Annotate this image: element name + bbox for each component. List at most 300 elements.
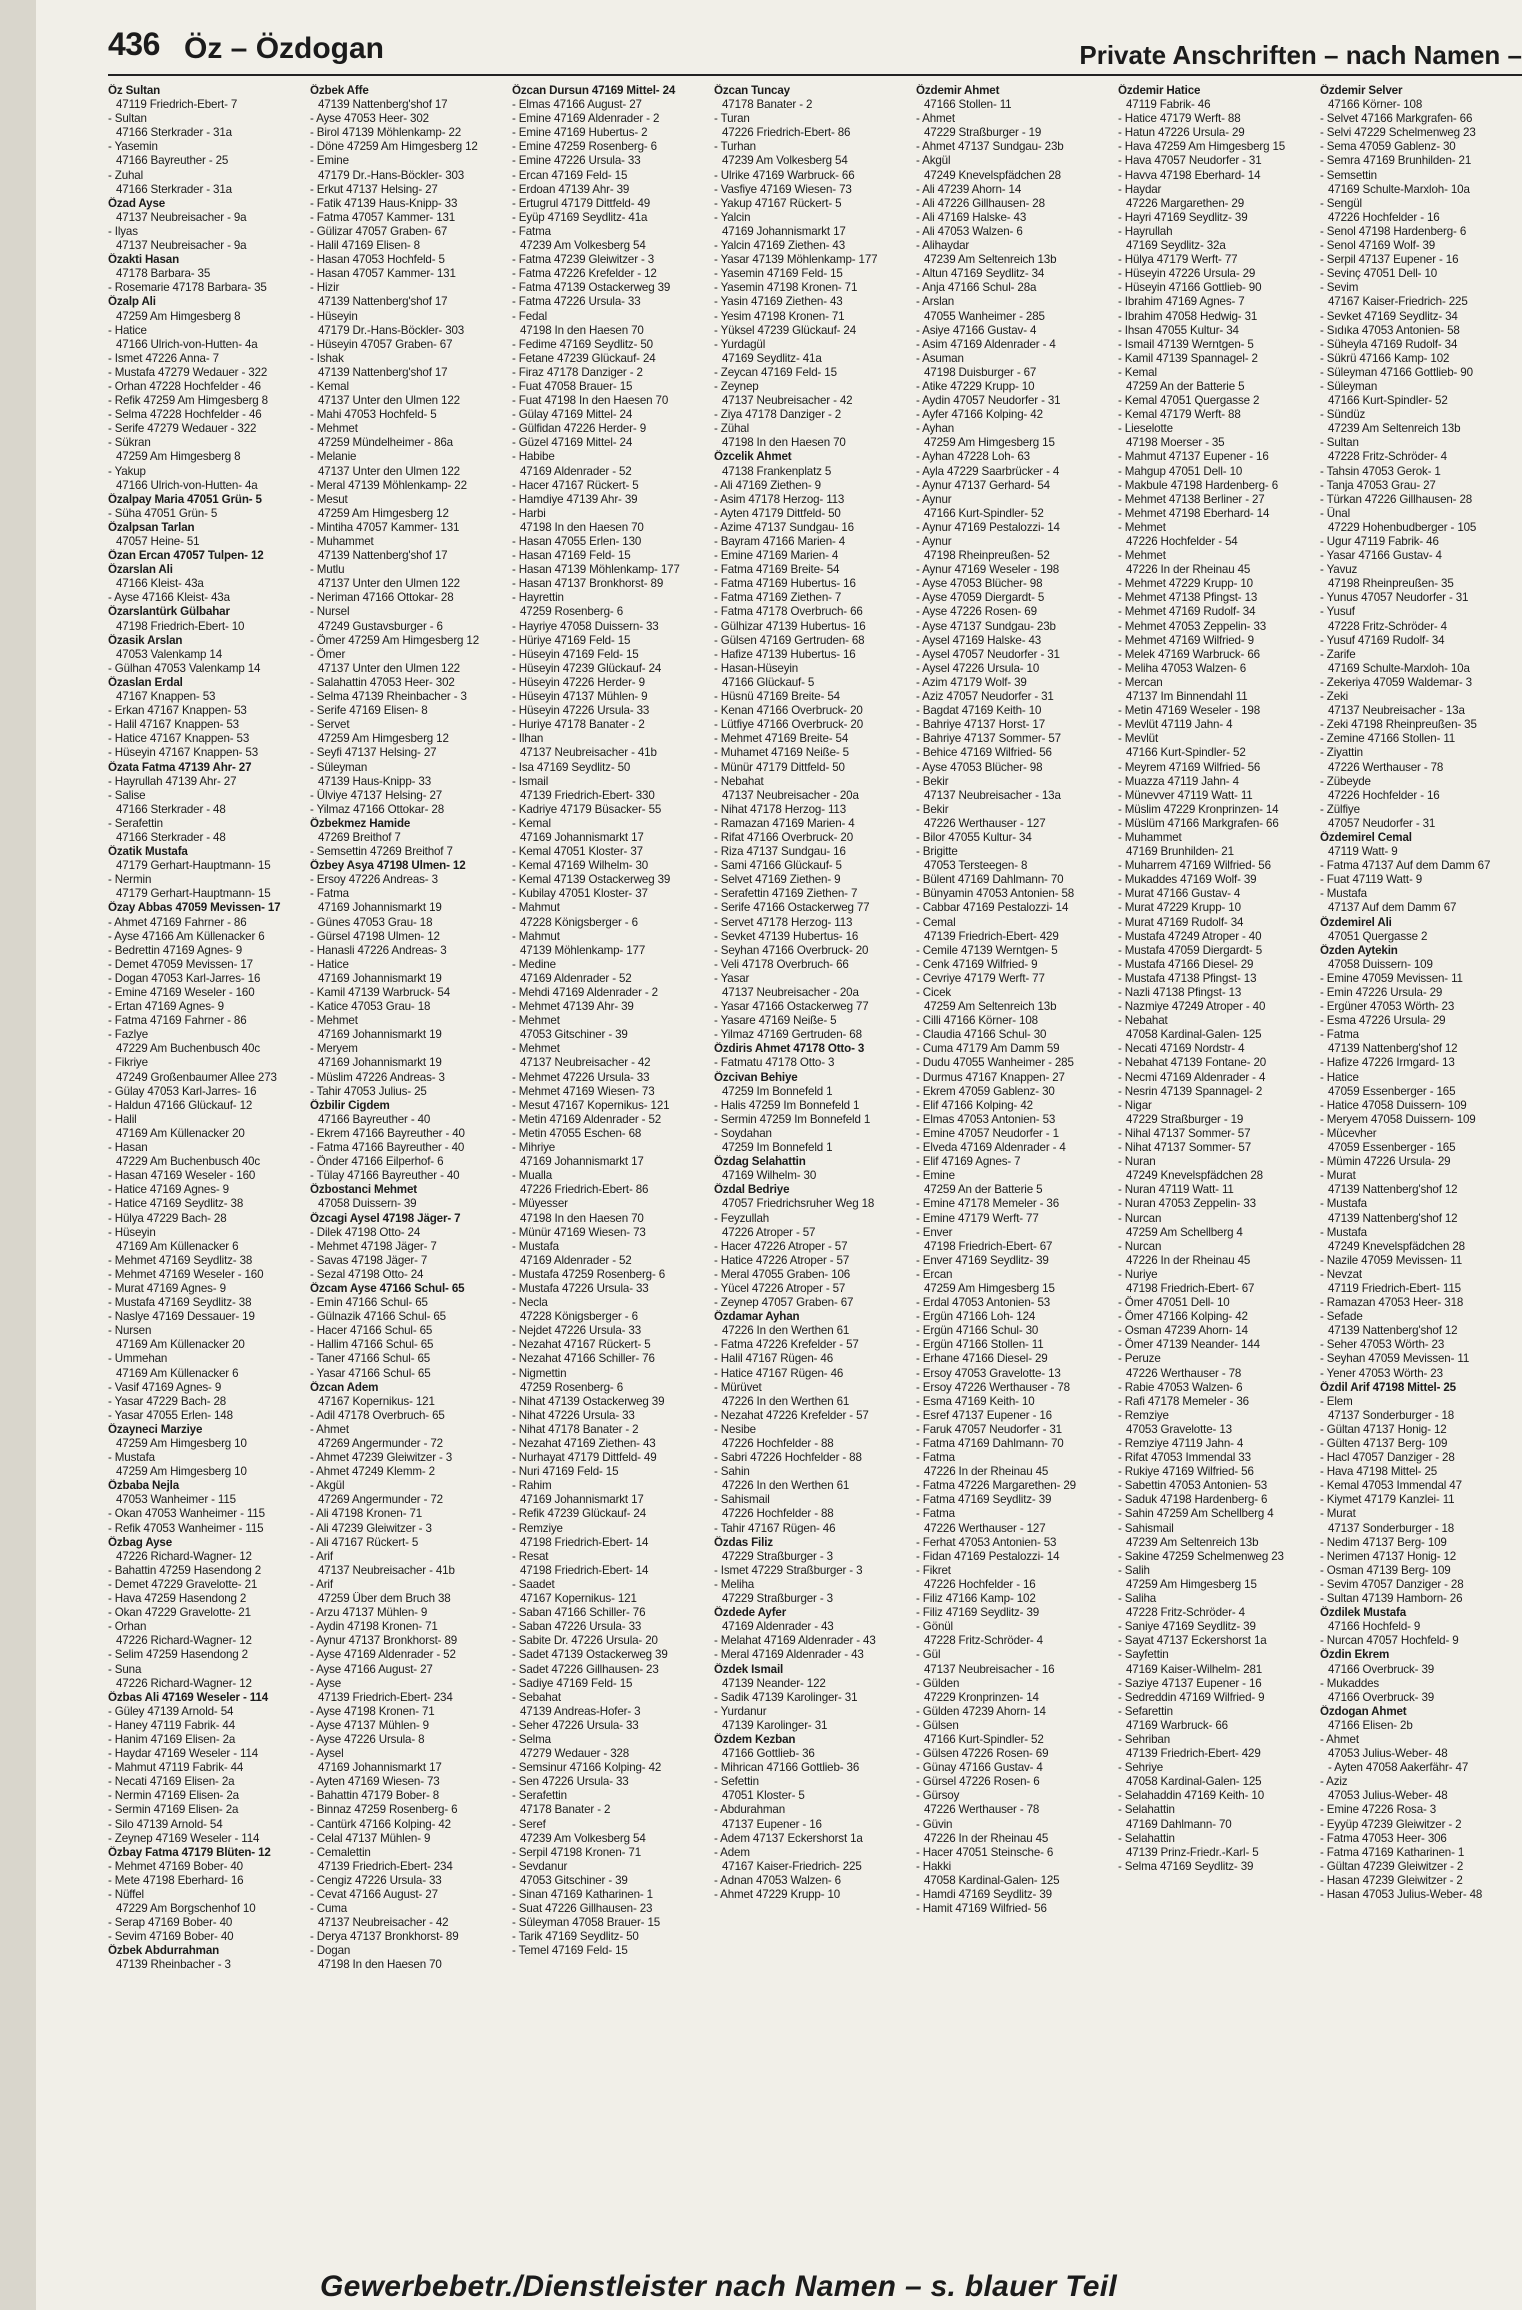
listing-entry: - Kiymet 47179 Kanzlei- 11: [1320, 1493, 1455, 1507]
listing-entry: - Hasan 47053 Hochfeld- 5: [310, 253, 445, 267]
listing-entry: - Mustafa 47249 Atroper - 40: [1118, 929, 1262, 943]
listing-entry: - Emine 47259 Rosenberg- 6: [512, 140, 657, 154]
listing-entry: 47249 Knevelspfädchen 28: [924, 168, 1061, 182]
listing-entry: 47137 Unter den Ulmen 122: [318, 394, 460, 408]
listing-entry: - Ziya 47178 Danziger - 2: [714, 408, 842, 422]
listing-entry: - Fatma: [1320, 1028, 1359, 1042]
listing-entry: - Gültan 47137 Honig- 12: [1320, 1422, 1447, 1436]
listing-entry: 47249 Großenbaumer Allee 273: [116, 1070, 277, 1084]
listing-entry: - Serife 47166 Ostackerweg 77: [714, 901, 870, 915]
listing-entry: - Fatma 47053 Heer- 306: [1320, 1831, 1447, 1845]
listing-entry: - Azim 47179 Wolf- 39: [916, 675, 1027, 689]
listing-entry: - Emine: [916, 1169, 955, 1183]
listing-entry: - Yasar 47166 Gustav- 4: [1320, 549, 1442, 563]
listing-entry: 47169 Kaiser-Wilhelm- 281: [1126, 1662, 1263, 1676]
listing-entry: - Mehmet 47169 Weseler - 160: [108, 1267, 264, 1281]
listing-entry: - Ömer 47139 Neander- 144: [1118, 1338, 1260, 1352]
listing-entry: - Melanie: [310, 450, 357, 464]
listing-entry: - Fikriye: [108, 1056, 148, 1070]
listing-entry: - Sükran: [108, 436, 151, 450]
listing-entry: - Lütfiye 47166 Overbruck- 20: [714, 718, 864, 732]
surname-entry: Özasik Arslan: [108, 633, 183, 647]
listing-entry: 47226 Hochfelder - 88: [722, 1437, 834, 1450]
listing-entry: - Hayri 47169 Seydlitz- 39: [1118, 210, 1248, 224]
listing-entry: 47137 Neubreisacher - 13a: [924, 788, 1061, 802]
surname-entry: Özata Fatma 47139 Ahr- 27: [108, 760, 252, 774]
listing-entry: - Temel 47169 Feld- 15: [512, 1944, 628, 1958]
listing-entry: - Nazmiye 47249 Atroper - 40: [1118, 1000, 1266, 1014]
surname-entry: Özdag Selahattin: [714, 1155, 806, 1169]
listing-entry: - Cemal: [916, 915, 956, 929]
listing-entry: - Alihaydar: [916, 239, 970, 253]
listing-entry: - Harbi: [512, 506, 546, 520]
listing-entry: - Zemine 47166 Stollen- 11: [1320, 732, 1456, 746]
listing-entry: - Hasan 47169 Weseler - 160: [108, 1169, 256, 1183]
listing-entry: 47239 Am Seltenreich 13b: [1328, 422, 1461, 436]
listing-entry: - Binnaz 47259 Rosenberg- 6: [310, 1803, 458, 1817]
listing-entry: - Nebahat 47139 Fontane- 20: [1118, 1056, 1267, 1070]
listing-entry: - Sermin 47169 Elisen- 2a: [108, 1803, 239, 1817]
listing-entry: - Erdoan 47139 Ahr- 39: [512, 182, 630, 196]
listing-entry: 47167 Kaiser-Friedrich- 225: [722, 1859, 862, 1873]
listing-entry: - Mercan: [1118, 675, 1163, 689]
listing-entry: - Emine 47169 Aldenrader - 2: [512, 112, 660, 126]
listing-entry: 47137 Neubreisacher - 42: [318, 1916, 449, 1930]
listing-entry: - Salahattin 47053 Heer- 302: [310, 675, 455, 689]
listing-entry: 47259 Am Himgesberg 10: [116, 1437, 247, 1450]
listing-entry: - Yasar 47166 Schul- 65: [310, 1366, 431, 1380]
listing-entry: - Mustafa 47138 Pfingst- 13: [1118, 971, 1257, 985]
listing-entry: - Bekir: [916, 802, 949, 816]
listing-entry: 47259 Am Himgesberg 8: [116, 309, 241, 323]
listing-entry: - Ergün 47166 Schul- 30: [916, 1324, 1039, 1338]
listing-entry: - Ersoy 47226 Andreas- 3: [310, 873, 438, 887]
listing-entry: 47169 Aldenrader - 43: [722, 1620, 834, 1634]
listing-entry: - Sadet 47139 Ostackerweg 39: [512, 1648, 668, 1662]
listing-entry: - Hatice: [108, 323, 147, 337]
listing-entry: - Sultan 47139 Hamborn- 26: [1320, 1592, 1463, 1606]
listing-entry: - Celal 47137 Mühlen- 9: [310, 1831, 431, 1845]
listing-entry: - Fatma 47169 Breite- 54: [714, 563, 840, 577]
listing-entry: - Senol 47198 Hardenberg- 6: [1320, 224, 1467, 238]
listing-entry: 47259 Am Himgesberg 8: [116, 450, 241, 464]
listing-entry: - Ali 47169 Halske- 43: [916, 210, 1027, 224]
listing-entry: - Fatma 47226 Krefelder - 57: [714, 1338, 859, 1352]
surname-entry: Özden Aytekin: [1320, 943, 1398, 957]
listing-entry: 47139 Nattenberg'shof 12: [1328, 1042, 1458, 1056]
listing-entry: - Yilmaz 47169 Gertruden- 68: [714, 1028, 862, 1042]
listing-entry: 47137 Neubreisacher - 20a: [722, 788, 859, 802]
listing-entry: - Süheyla 47169 Rudolf- 34: [1320, 337, 1458, 351]
listing-entry: - Sehriye: [1118, 1761, 1164, 1775]
listing-entry: 47259 Über dem Bruch 38: [318, 1592, 451, 1606]
surname-entry: Özbekmez Hamide: [310, 816, 411, 830]
listing-entry: - Hatun 47226 Ursula- 29: [1118, 126, 1245, 140]
listing-entry: - Rafi 47178 Memeler - 36: [1118, 1394, 1249, 1408]
listing-entry: 47169 Aldenrader - 52: [520, 464, 632, 478]
listing-entry: - Mehmet: [310, 1014, 358, 1028]
listing-entry: - Muhammet: [1118, 830, 1182, 844]
listing-entry: - Sultan: [1320, 436, 1359, 450]
listing-entry: - Nezahat 47169 Ziethen- 43: [512, 1437, 656, 1450]
listing-entry: - Sevim 47169 Bober- 40: [108, 1930, 234, 1944]
listing-entry: - Hamdi 47169 Seydlitz- 39: [916, 1888, 1052, 1901]
listing-entry: 47137 Neubreisacher - 13a: [1328, 704, 1465, 718]
listing-entry: - Asim 47178 Herzog- 113: [714, 492, 845, 506]
listing-entry: - Ersoy 47053 Gravelotte- 13: [916, 1366, 1061, 1380]
listing-entry: 47169 Dahlmann- 70: [1126, 1817, 1232, 1831]
listing-entry: 47198 In den Haesen 70: [520, 520, 644, 534]
listing-entry: - Sen 47226 Ursula- 33: [512, 1775, 629, 1789]
surname-entry: Özakti Hasan: [108, 253, 180, 267]
surname-entry: Özcam Ayse 47166 Schul- 65: [310, 1281, 465, 1295]
listing-entry: - Ayse 47166 Am Küllenacker 6: [108, 929, 265, 943]
listing-entry: - Zekeriya 47059 Waldemar- 3: [1320, 675, 1472, 689]
listing-entry: 47179 Dr.-Hans-Böckler- 303: [318, 168, 465, 182]
listing-entry: - Soydahan: [714, 1126, 772, 1140]
listing-entry: - Sehriban: [1118, 1732, 1170, 1746]
listing-entry: - Arslan: [916, 295, 955, 309]
listing-entry: 47166 Gottlieb- 36: [722, 1747, 815, 1761]
surname-entry: Özcagi Aysel 47198 Jäger- 7: [310, 1211, 461, 1225]
listing-entry: 47169 Wilhelm- 30: [722, 1169, 817, 1183]
listing-entry: - Esma 47169 Keith- 10: [916, 1394, 1035, 1408]
listing-entry: - Gülfidan 47226 Herder- 9: [512, 422, 647, 436]
listing-entry: 47169 Am Küllenacker 20: [116, 1338, 245, 1352]
listing-entry: - Ali 47169 Ziethen- 9: [714, 478, 821, 492]
listing-entry: - Mehdi 47169 Aldenrader - 2: [512, 986, 658, 999]
surname-entry: Özad Ayse: [108, 196, 166, 210]
listing-entry: - Ayse 47059 Diergardt- 5: [916, 591, 1045, 605]
surname-entry: Özbek Affe: [310, 84, 369, 97]
listing-entry: - Ismail 47139 Werntgen- 5: [1118, 337, 1254, 351]
surname-entry: Özan Ercan 47057 Tulpen- 12: [108, 549, 264, 563]
listing-entry: - Süleyman: [310, 760, 368, 774]
listing-entry: - Sevket 47139 Hubertus- 16: [714, 929, 859, 943]
listing-entry: - Taner 47166 Schul- 65: [310, 1352, 431, 1366]
listing-entry: - Selma: [512, 1732, 551, 1746]
listing-entry: - Hayrullah: [1118, 224, 1173, 238]
listing-entry: - Hüseyin: [108, 1225, 156, 1239]
listing-entry: - Ali 47167 Rückert- 5: [310, 1535, 419, 1549]
listing-entry: 47139 Rheinbacher - 3: [116, 1958, 231, 1972]
listing-entry: - Emin 47226 Ursula- 29: [1320, 986, 1443, 999]
listing-entry: - Savas 47198 Jäger- 7: [310, 1253, 428, 1267]
listing-entry: - Nesrin 47139 Spannagel- 2: [1118, 1084, 1263, 1098]
listing-entry: - Selim 47259 Hasendong 2: [108, 1648, 248, 1662]
listing-entry: - Kemal 47051 Kloster- 37: [512, 845, 643, 859]
listing-entry: - Tanja 47053 Grau- 27: [1320, 478, 1436, 492]
listing-entry: - Firaz 47178 Danziger - 2: [512, 365, 643, 379]
surname-entry: Özbas Ali 47169 Weseler - 114: [108, 1690, 268, 1704]
listing-entry: - Hüseyin 47169 Feld- 15: [512, 647, 639, 661]
listing-entry: 47239 Am Volkesberg 54: [520, 239, 646, 253]
listing-entry: 47228 Fritz-Schröder- 4: [1328, 619, 1447, 633]
surname-entry: Özdemir Selver: [1320, 84, 1403, 97]
listing-entry: - Sahismail: [714, 1493, 770, 1507]
listing-entry: - Hava 47198 Mittel- 25: [1320, 1465, 1438, 1479]
listing-entry: - Zuhal: [108, 168, 144, 182]
listing-entry: - Mualla: [512, 1169, 553, 1183]
listing-entry: 47259 Am Himgesberg 15: [924, 436, 1055, 450]
listing-entry: 47053 Valenkamp 14: [116, 647, 223, 661]
listing-entry: - Muhamet 47169 Neiße- 5: [714, 746, 849, 760]
listing-entry: - Cevriye 47179 Werft- 77: [916, 971, 1045, 985]
listing-entry: 47137 Unter den Ulmen 122: [318, 464, 460, 478]
listing-entry: - Nigar: [1118, 1098, 1152, 1112]
listing-entry: - Emine 47169 Marien- 4: [714, 549, 839, 563]
listing-entry: - Ferhat 47053 Antonien- 53: [916, 1535, 1057, 1549]
listing-entry: - Hülya 47229 Bach- 28: [108, 1211, 227, 1225]
listing-entry: 47259 An der Batterie 5: [1126, 379, 1245, 393]
listing-entry: 47226 Richard-Wagner- 12: [116, 1676, 252, 1690]
listing-entry: - Turan: [714, 112, 750, 126]
listing-entry: - Ali 47239 Ahorn- 14: [916, 182, 1022, 196]
listing-entry: - Hüsnü 47169 Breite- 54: [714, 690, 840, 704]
listing-entry: - Nuran 47119 Watt- 11: [1118, 1183, 1234, 1197]
listing-entry: 47226 Friedrich-Ebert- 86: [520, 1183, 649, 1197]
listing-entry: - Hayrettin: [512, 591, 564, 605]
listing-entry: 47139 Nattenberg'shof 17: [318, 549, 448, 563]
listing-entry: - Osman 47139 Berg- 109: [1320, 1563, 1451, 1577]
listing-entry: - Hafize 47139 Hubertus- 16: [714, 647, 856, 661]
listing-entry: - Ercan 47169 Feld- 15: [512, 168, 628, 182]
listing-entry: - Ahmet 47229 Krupp- 10: [714, 1888, 841, 1901]
listing-entry: - Tahsin 47053 Gerok- 1: [1320, 464, 1441, 478]
listing-entry: - Bedrettin 47169 Agnes- 9: [108, 943, 243, 957]
listing-entry: - Nihat 47139 Ostackerweg 39: [512, 1394, 665, 1408]
listing-entry: - Kamil 47139 Warbruck- 54: [310, 986, 451, 999]
listing-entry: - Gönül: [916, 1620, 953, 1634]
listing-entry: - Hizir: [310, 281, 340, 295]
listing-entry: - Tarik 47169 Seydlitz- 50: [512, 1930, 639, 1944]
section-title: Private Anschriften – nach Namen –: [1079, 40, 1522, 70]
listing-entry: 47057 Heine- 51: [116, 535, 200, 548]
listing-entry: - Gülay 47053 Karl-Jarres- 16: [108, 1084, 257, 1098]
listing-entry: - Aziz: [1320, 1775, 1348, 1789]
listing-entry: - Ayse 47169 Aldenrader - 52: [310, 1648, 456, 1662]
listing-entry: - Mihrican 47166 Gottlieb- 36: [714, 1761, 860, 1775]
listing-entry: 47169 Schulte-Marxloh- 10a: [1328, 661, 1470, 675]
listing-entry: 47198 Moerser - 35: [1126, 436, 1225, 450]
listing-columns: [108, 84, 1522, 2266]
listing-entry: - Kemal 47139 Ostackerweg 39: [512, 873, 671, 887]
listing-entry: - Mahgup 47051 Dell- 10: [1118, 464, 1243, 478]
listing-entry: - Cemile 47139 Werntgen- 5: [916, 943, 1058, 957]
listing-entry: - Sayat 47137 Eckershorst 1a: [1118, 1634, 1267, 1648]
listing-entry: - Katice 47053 Grau- 18: [310, 1000, 431, 1014]
listing-entry: - Fedal: [512, 309, 548, 323]
listing-entry: 47169 Johannismarkt 17: [722, 224, 846, 238]
listing-entry: - Aynur 47137 Gerhard- 54: [916, 478, 1050, 492]
listing-entry: - Mehmet 47169 Bober- 40: [108, 1859, 243, 1873]
listing-entry: - Esma 47226 Ursula- 29: [1320, 1014, 1446, 1028]
listing-entry: - Erhane 47166 Diesel- 29: [916, 1352, 1048, 1366]
listing-entry: - Kubilay 47051 Kloster- 37: [512, 887, 648, 901]
listing-entry: 47229 Am Buchenbusch 40c: [116, 1155, 261, 1169]
listing-entry: - Münevver 47119 Watt- 11: [1118, 788, 1253, 802]
listing-entry: - Meral 47139 Möhlenkamp- 22: [310, 478, 467, 492]
listing-entry: 47169 Seydlitz- 32a: [1126, 239, 1226, 253]
listing-entry: - Rifat 47166 Overbruck- 20: [714, 830, 854, 844]
listing-entry: - Fatma: [512, 224, 551, 238]
listing-entry: - Necmi 47169 Aldenrader - 4: [1118, 1070, 1266, 1084]
listing-entry: - Makbule 47198 Hardenberg- 6: [1118, 478, 1278, 492]
listing-entry: 47226 Werthauser - 127: [924, 816, 1046, 830]
listing-entry: 47226 Hochfelder - 16: [1328, 788, 1440, 802]
listing-entry: 47229 Hohenbudberger - 105: [1328, 520, 1477, 534]
listing-entry: - Seher 47053 Wörth- 23: [1320, 1338, 1445, 1352]
listing-entry: - Erdal 47053 Antonien- 53: [916, 1296, 1051, 1310]
listing-entry: - Mehmet 47169 Wilfried- 9: [1118, 633, 1254, 647]
listing-entry: - Ekrem 47166 Bayreuther - 40: [310, 1126, 465, 1140]
listing-entry: - Aysel 47169 Halske- 43: [916, 633, 1042, 647]
listing-entry: - Gülden: [916, 1676, 960, 1690]
listing-entry: - Fatma: [310, 887, 349, 901]
listing-entry: 47229 Am Borgschenhof 10: [116, 1902, 256, 1916]
listing-entry: 47179 Gerhart-Hauptmann- 15: [116, 859, 271, 873]
listing-entry: - Atike 47229 Krupp- 10: [916, 379, 1035, 393]
listing-entry: 47226 Werthauser - 127: [924, 1521, 1046, 1535]
listing-entry: 47259 Am Schellberg 4: [1126, 1225, 1243, 1239]
listing-entry: - Yurdanur: [714, 1704, 767, 1718]
listing-entry: - Ahmet 47169 Fahrner - 86: [108, 915, 247, 929]
listing-entry: - Hakki: [916, 1859, 952, 1873]
listing-entry: 47226 In den Werthen 61: [722, 1394, 850, 1408]
listing-entry: - Resat: [512, 1549, 549, 1563]
listing-entry: - Hatice 47167 Knappen- 53: [108, 732, 250, 746]
listing-entry: - Sevket 47169 Seydlitz- 34: [1320, 309, 1458, 323]
listing-entry: - Demet 47059 Mevissen- 17: [108, 957, 253, 971]
listing-entry: 47249 Knevelspfädchen 28: [1328, 1239, 1465, 1253]
listing-entry: - Tahir 47053 Julius- 25: [310, 1084, 427, 1098]
listing-entry: 47226 Atroper - 57: [722, 1225, 816, 1239]
listing-entry: - Sermin 47259 Im Bonnefeld 1: [714, 1112, 871, 1126]
page-edge: [0, 0, 36, 2310]
listing-entry: - Aynur 47169 Weseler - 198: [916, 563, 1060, 577]
listing-entry: 47137 Eupener - 16: [722, 1817, 822, 1831]
listing-entry: - Hallim 47166 Schul- 65: [310, 1338, 434, 1352]
listing-entry: 47057 Friedrichsruher Weg 18: [722, 1197, 875, 1211]
listing-entry: 47228 Königsberger - 6: [520, 1310, 638, 1324]
listing-entry: 47139 Friedrich-Ebert- 429: [1126, 1747, 1261, 1761]
surname-entry: Özdamar Ayhan: [714, 1310, 800, 1324]
listing-entry: - Hanim 47169 Elisen- 2a: [108, 1732, 236, 1746]
listing-entry: - Erkan 47167 Knappen- 53: [108, 704, 247, 718]
listing-entry: - Nazile 47059 Mevissen- 11: [1320, 1253, 1463, 1267]
listing-entry: - Nezahat 47166 Schiller- 76: [512, 1352, 655, 1366]
listing-entry: - Feyzullah: [714, 1211, 770, 1225]
listing-entry: - Hasan 47057 Kammer- 131: [310, 267, 456, 281]
listing-entry: - Nuriye: [1118, 1267, 1158, 1281]
listing-entry: - Kemal 47169 Wilhelm- 30: [512, 859, 649, 873]
listing-entry: - Orhan 47228 Hochfelder - 46: [108, 379, 261, 393]
listing-entry: - Meryem 47058 Duissern- 109: [1320, 1112, 1476, 1126]
listing-entry: - Mustafa 47059 Diergardt- 5: [1118, 943, 1263, 957]
listing-entry: - Akgül: [916, 154, 951, 168]
listing-entry: - Sabite Dr. 47226 Ursula- 20: [512, 1634, 658, 1648]
listing-entry: - Bilor 47055 Kultur- 34: [916, 830, 1032, 844]
listing-entry: - Sahismail: [1118, 1521, 1174, 1535]
listing-entry: - Tahir 47167 Rügen- 46: [714, 1521, 836, 1535]
listing-entry: - Hamit 47169 Wilfried- 56: [916, 1902, 1047, 1916]
listing-entry: - Hatice: [1320, 1070, 1359, 1084]
listing-entry: - Mehmet 47138 Pfingst- 13: [1118, 591, 1258, 605]
listing-entry: - Kadriye 47179 Büsacker- 55: [512, 802, 662, 816]
listing-entry: - Ayfer 47166 Kolping- 42: [916, 408, 1043, 422]
listing-entry: - Nursen: [108, 1324, 152, 1338]
column-4: [714, 84, 916, 2266]
listing-entry: - Yasin 47169 Ziethen- 43: [714, 295, 843, 309]
listing-entry: - Ahmet 47239 Gleiwitzer - 3: [310, 1451, 453, 1465]
listing-entry: 47226 Richard-Wagner- 12: [116, 1634, 252, 1648]
listing-entry: - Murat 47229 Krupp- 10: [1118, 901, 1241, 915]
listing-entry: - Okan 47053 Wanheimer - 115: [108, 1507, 265, 1521]
listing-entry: 47137 Neubreisacher - 41b: [318, 1563, 455, 1577]
listing-entry: - Metin 47169 Aldenrader - 52: [512, 1112, 662, 1126]
surname-entry: Özbaba Nejla: [108, 1479, 180, 1493]
listing-entry: - Gülten 47137 Berg- 109: [1320, 1437, 1448, 1450]
listing-entry: - Mehmet: [512, 1042, 560, 1056]
listing-entry: 47239 Am Volkesberg 54: [520, 1831, 646, 1845]
listing-entry: - Halis 47259 Im Bonnefeld 1: [714, 1098, 860, 1112]
listing-entry: 47169 Johannismarkt 19: [318, 1056, 442, 1070]
listing-entry: - Servet 47178 Herzog- 113: [714, 915, 853, 929]
listing-entry: - Yesim 47198 Kronen- 71: [714, 309, 845, 323]
listing-entry: - Fatma: [916, 1451, 955, 1465]
listing-entry: - Serpil 47198 Kronen- 71: [512, 1845, 642, 1859]
listing-entry: - Silo 47139 Arnold- 54: [108, 1817, 223, 1831]
listing-entry: - Nerimen 47137 Honig- 12: [1320, 1549, 1457, 1563]
listing-entry: - Fatma 47169 Katharinen- 1: [1320, 1845, 1465, 1859]
listing-entry: - Mustafa: [1320, 887, 1367, 901]
listing-entry: - Mehmet 47169 Wiesen- 73: [512, 1084, 655, 1098]
listing-entry: - Ergün 47166 Loh- 124: [916, 1310, 1036, 1324]
listing-entry: - Serap 47169 Bober- 40: [108, 1916, 233, 1930]
listing-entry: - Ömer 47166 Kolping- 42: [1118, 1310, 1248, 1324]
listing-entry: 47139 Prinz-Friedr.-Karl- 5: [1126, 1845, 1259, 1859]
surname-entry: Öz Sultan: [108, 84, 161, 97]
listing-entry: - Ayse 47053 Blücher- 98: [916, 760, 1043, 774]
listing-entry: - Nihal 47137 Sommer- 57: [1118, 1126, 1251, 1140]
listing-entry: - Nihat 47178 Banater - 2: [512, 1422, 639, 1436]
listing-entry: 47226 Werthauser - 78: [1328, 760, 1444, 774]
listing-entry: - Hüseyin: [310, 309, 358, 323]
listing-entry: - Refik 47259 Am Himgesberg 8: [108, 394, 268, 408]
listing-entry: - Rabie 47053 Walzen- 6: [1118, 1380, 1243, 1394]
listing-entry: 47166 Sterkrader - 31a: [116, 126, 232, 140]
listing-entry: - Saliha: [1118, 1592, 1157, 1606]
listing-entry: 47259 Am Himgesberg 12: [318, 506, 449, 520]
listing-entry: 47178 Banater - 2: [722, 98, 813, 112]
surname-entry: Özaslan Erdal: [108, 675, 183, 689]
listing-entry: - Selvet 47169 Ziethen- 9: [714, 873, 841, 887]
listing-entry: 47249 Gustavsburger - 6: [318, 619, 443, 633]
listing-entry: 47226 In der Rheinau 45: [1126, 1253, 1251, 1267]
listing-entry: - Rahim: [512, 1479, 552, 1493]
listing-entry: - Selahattin: [1118, 1803, 1175, 1817]
listing-entry: 47051 Kloster- 5: [722, 1789, 805, 1803]
listing-entry: - Derya 47137 Bronkhorst- 89: [310, 1930, 459, 1944]
listing-entry: 47226 Hochfelder - 16: [924, 1577, 1036, 1591]
listing-entry: - Nebahat: [1118, 1014, 1168, 1028]
listing-entry: - Selvet 47166 Markgrafen- 66: [1320, 112, 1473, 126]
listing-entry: - Veli 47178 Overbruch- 66: [714, 957, 849, 971]
listing-entry: - Sefade: [1320, 1310, 1363, 1324]
listing-entry: - Fatma 47057 Kammer- 131: [310, 210, 456, 224]
listing-entry: - Arif: [310, 1577, 333, 1591]
listing-entry: - Rifat 47053 Immendal 33: [1118, 1451, 1251, 1465]
